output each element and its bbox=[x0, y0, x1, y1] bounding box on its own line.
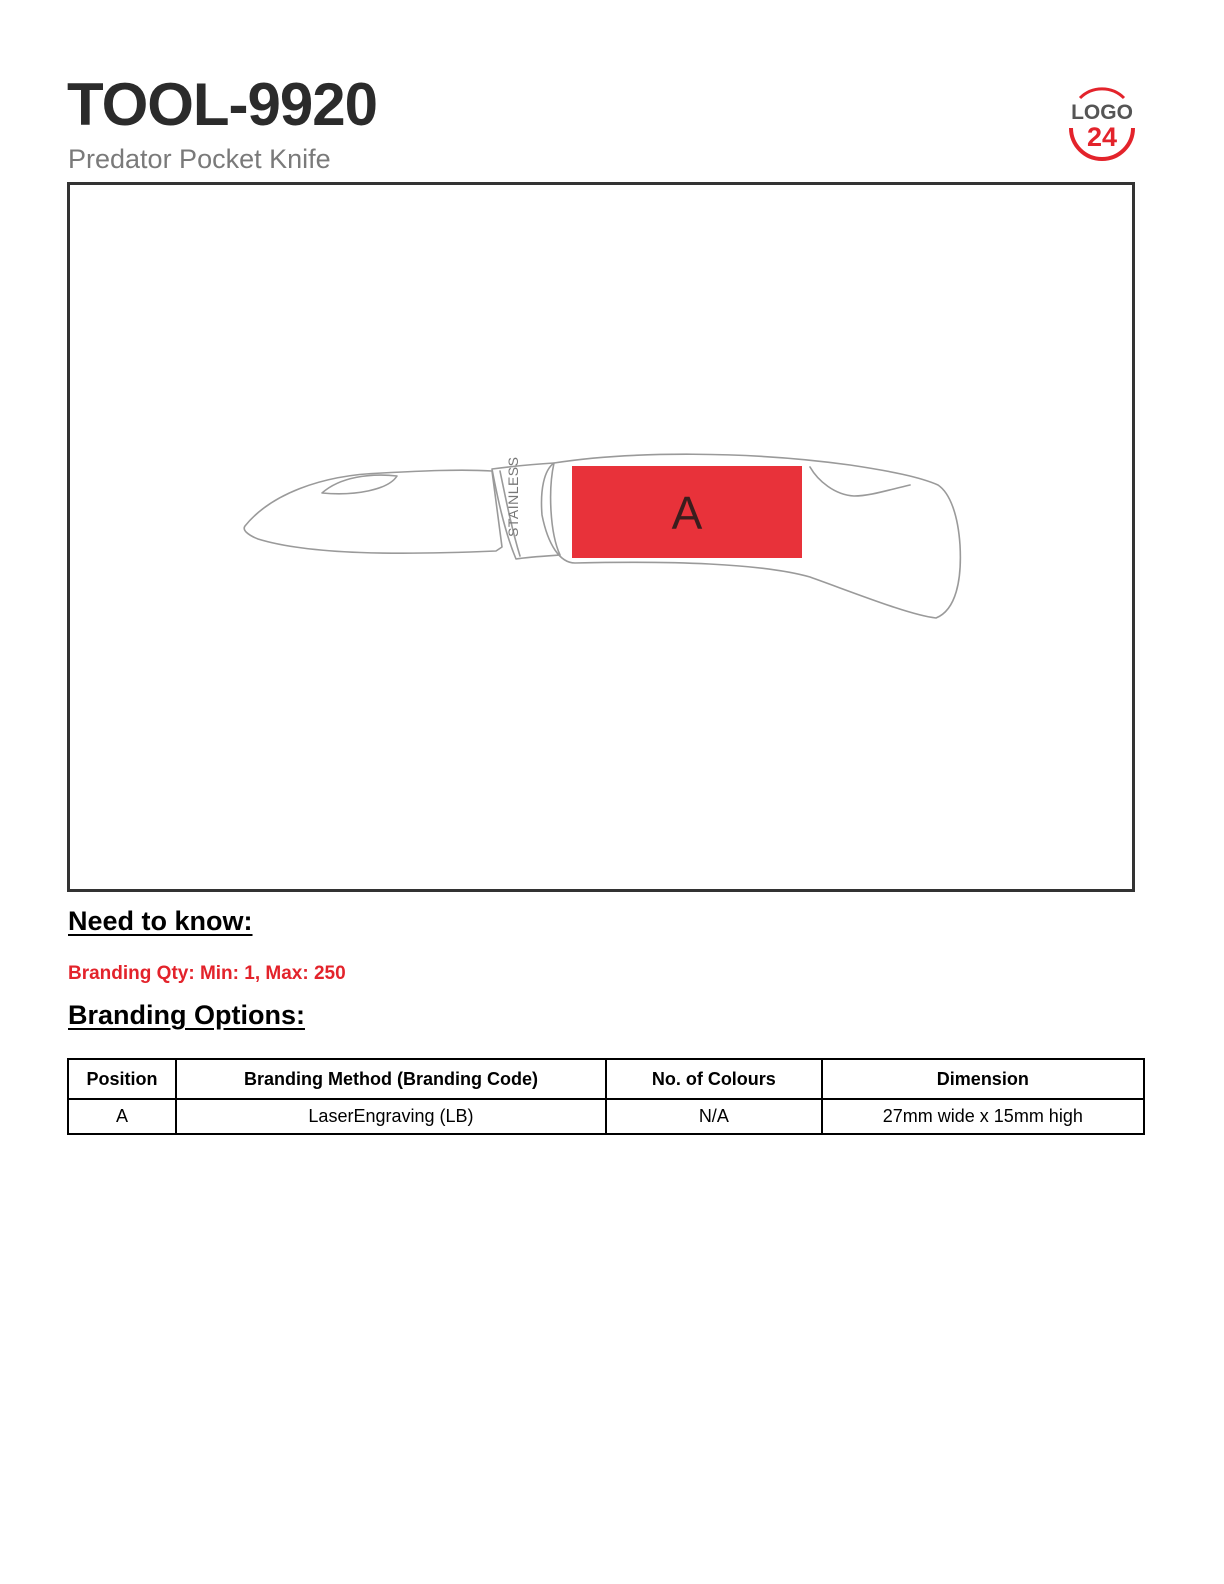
need-to-know-heading: Need to know: bbox=[68, 906, 253, 936]
branding-options-heading: Branding Options: bbox=[68, 1000, 305, 1030]
cell-method: LaserEngraving (LB) bbox=[176, 1099, 606, 1134]
logo-number: 24 bbox=[1086, 122, 1118, 152]
cell-position: A bbox=[68, 1099, 176, 1134]
column-header-position: Position bbox=[68, 1059, 176, 1099]
logo24-icon bbox=[1062, 86, 1142, 166]
product-code: TOOL-9920 bbox=[67, 71, 378, 138]
branding-qty: Branding Qty: Min: 1, Max: 250 bbox=[68, 963, 346, 984]
cell-dimension: 27mm wide x 15mm high bbox=[822, 1099, 1144, 1134]
logo-top-text: LOGO bbox=[1071, 101, 1133, 124]
column-header-colours: No. of Colours bbox=[606, 1059, 822, 1099]
table-header-row bbox=[68, 1059, 1144, 1099]
branding-options-table bbox=[67, 1058, 1145, 1135]
knife-blade bbox=[244, 470, 502, 553]
table-row bbox=[68, 1099, 1144, 1134]
branding-area-label: A bbox=[671, 487, 703, 539]
pocket-knife-drawing bbox=[70, 185, 1132, 889]
column-header-method: Branding Method (Branding Code) bbox=[176, 1059, 606, 1099]
cell-colours: N/A bbox=[606, 1099, 822, 1134]
column-header-dimension: Dimension bbox=[822, 1059, 1144, 1099]
blade-stamp: STAINLESS bbox=[505, 456, 521, 537]
product-illustration-frame bbox=[67, 182, 1135, 892]
product-name: Predator Pocket Knife bbox=[68, 144, 331, 174]
